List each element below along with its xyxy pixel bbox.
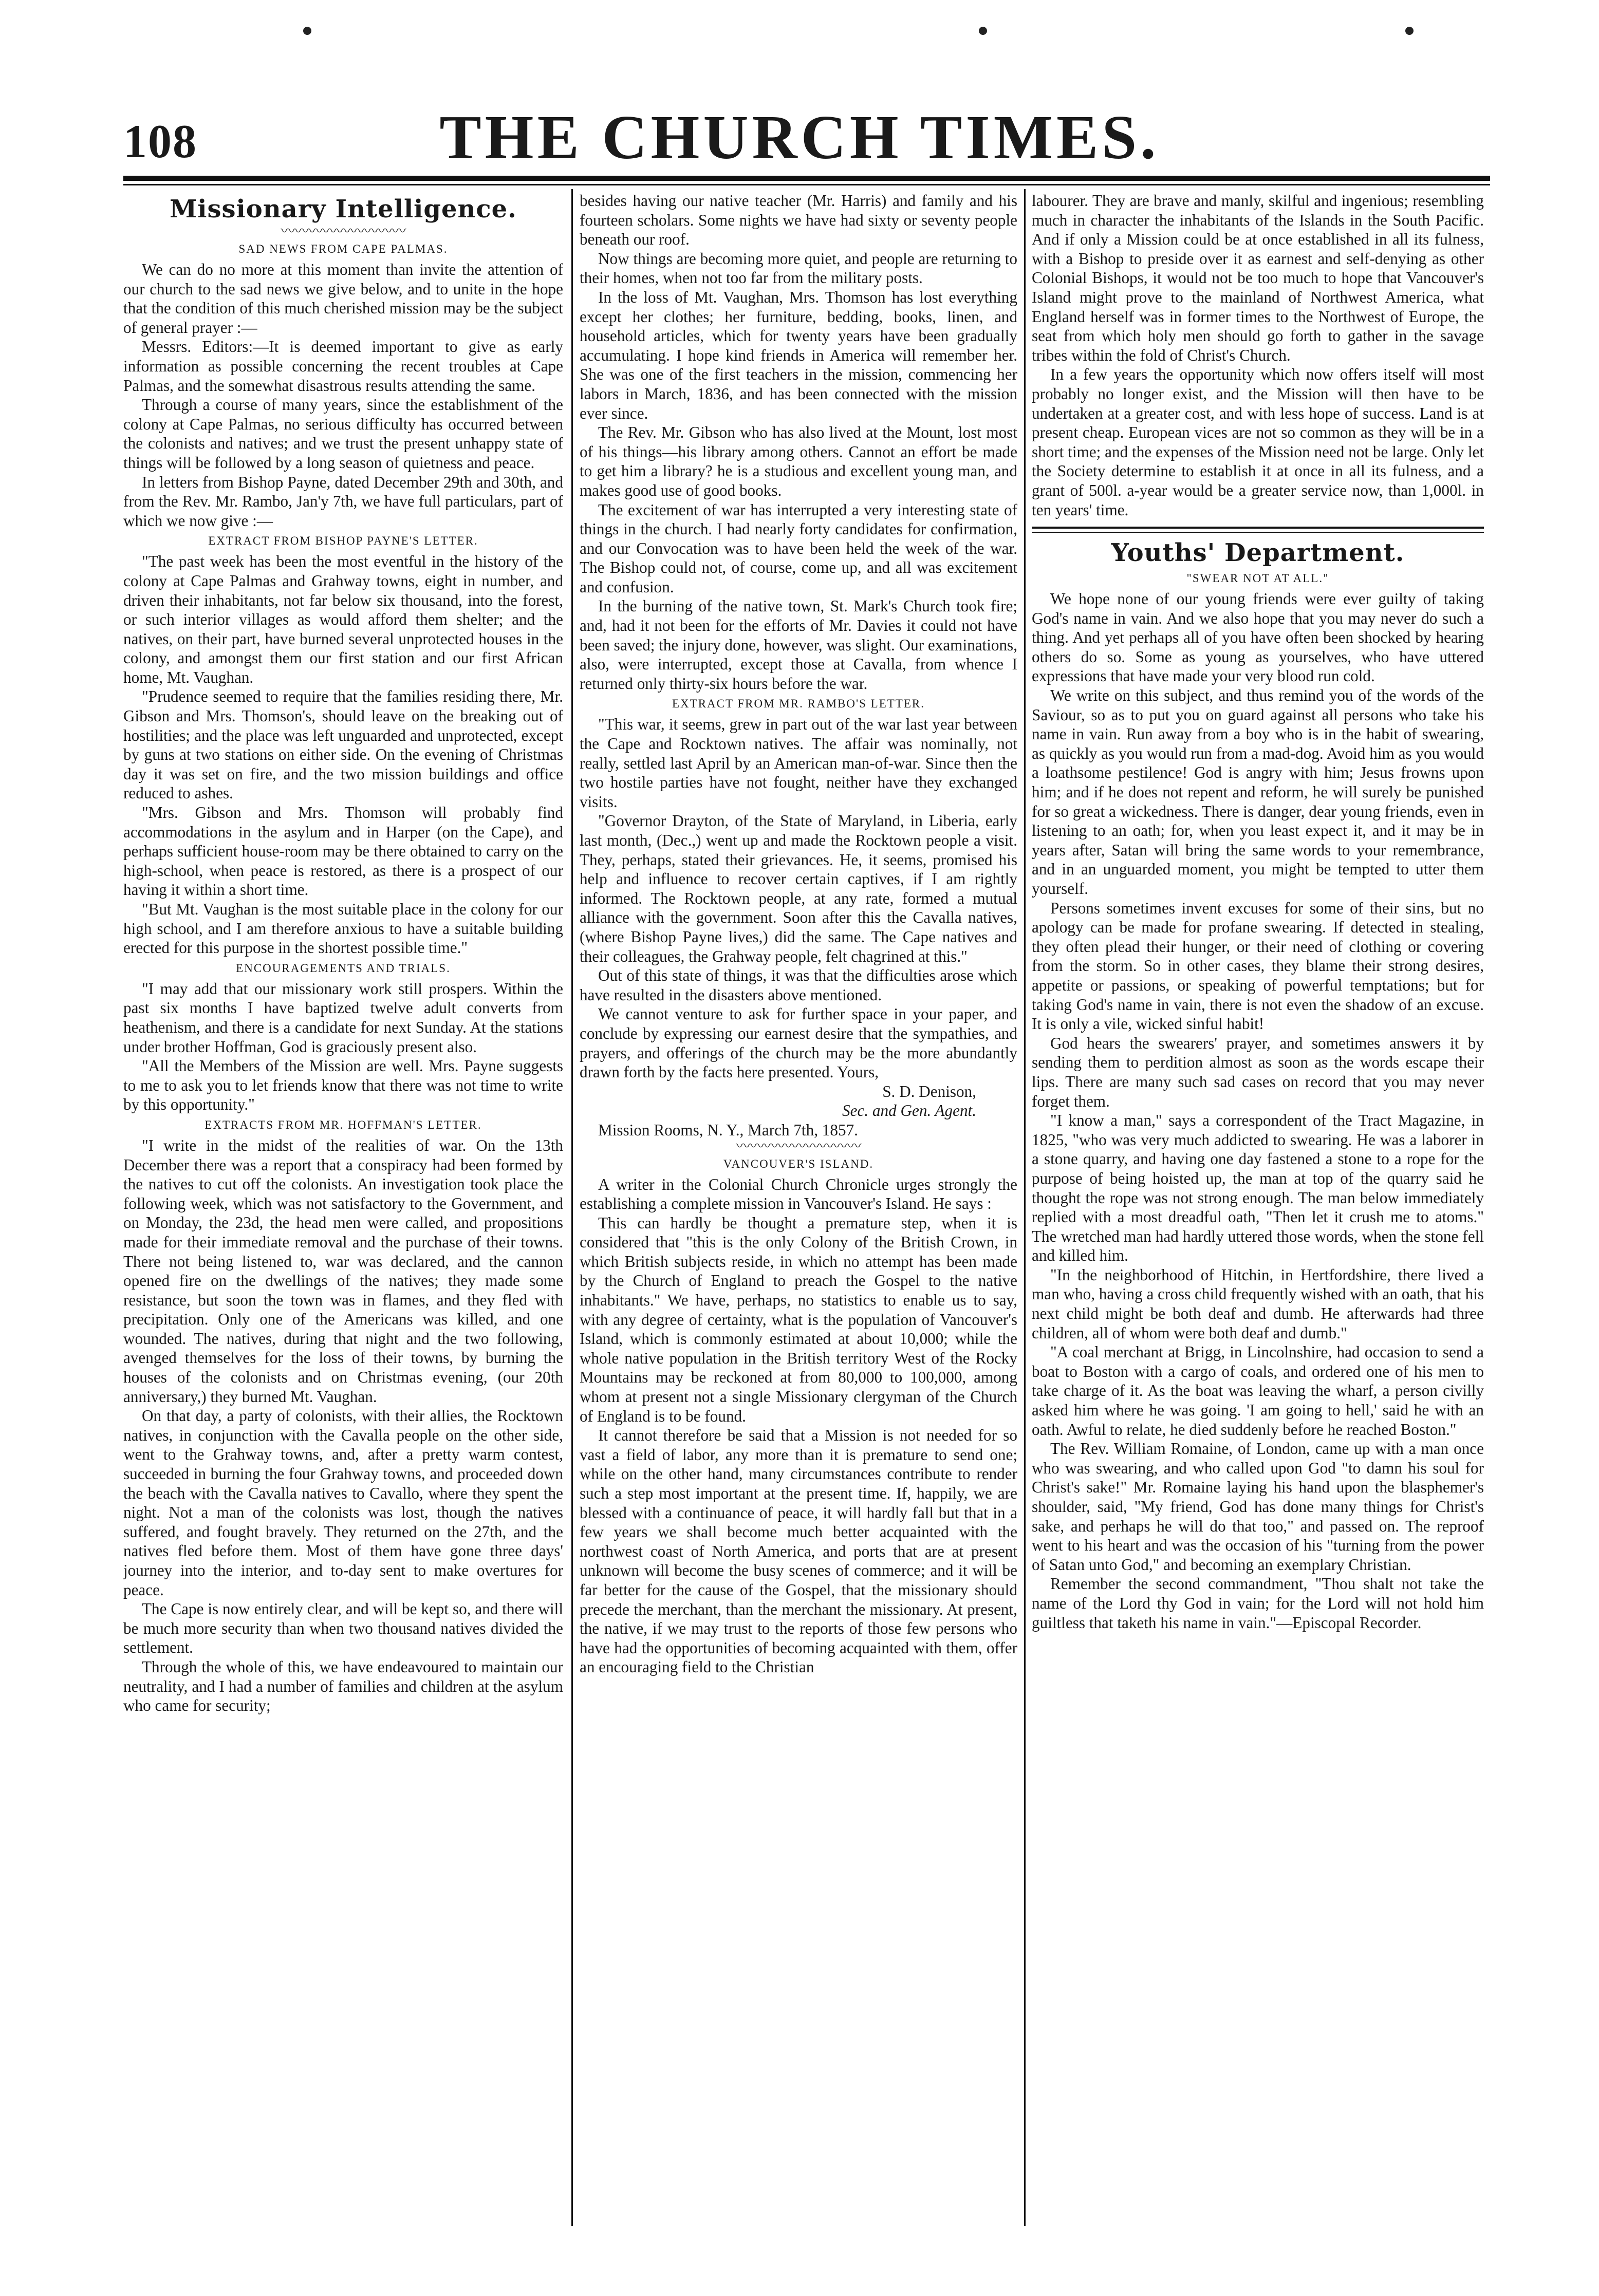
- masthead-title: THE CHURCH TIMES.: [439, 103, 1160, 172]
- article-subhead: "SWEAR NOT AT ALL.": [1186, 572, 1329, 585]
- paragraph: besides having our native teacher (Mr. Harris) and family and his fourteen scholars. Some nights we have had sixty or seventy people beneath our roof.: [580, 192, 1017, 249]
- paragraph: In letters from Bishop Payne, dated December 29th and 30th, and from the Rev. Mr. Rambo, Jan'y 7th, we have full particulars, part of which we now give :—: [123, 473, 563, 530]
- paragraph: "The past week has been the most eventful in the history of the colony at Cape Palmas and Grahway towns, eight in number, and driven their inhabitants, not far below six thousand, into the forest, or such interior villages as would afford them shelter; and the natives, on their part, have burned several unprotected houses in the colony, and amongst them our first station and our first African home, Mt. Vaughan.: [123, 552, 563, 686]
- paragraph: Out of this state of things, it was that the difficulties arose which have resulted in the disasters above mentioned.: [580, 966, 1017, 1004]
- paragraph: "Governor Drayton, of the State of Maryland, in Liberia, early last month, (Dec.,) went up and made the Rocktown people a visit. They, perhaps, stated their grievances. He, it seems, promised his help and influence to recover certain captives, if I am rightly informed. The Rocktown people, at any rate, formed a mutual alliance with the government. Soon after this the Cavalla natives, (where Bishop Payne lives,) did the same. The Cape natives and their colleagues, the Grahway people, felt chagrined at this.": [580, 812, 1017, 965]
- section-rule-thin: [1032, 532, 1484, 533]
- paragraph: It cannot therefore be said that a Mission is not needed for so vast a field of labor, any more than it is premature to send one; while on the other hand, many circumstances contribute to render such a step most important at the present time. If, happily, we are blessed with a continuance of peace, it will hardly fall but that in a few years we shall become much better acquainted with the northwest coast of North America, and ports that are at present unknown will become the busy scenes of commerce; and it will be far better for the cause of the Gospel, that the missionary should precede the merchant, than the merchant the missionary. At present, the native, if we may trust to the reports of those few persons who have had the opportunities of becoming acquainted with them, offer an encouraging field to the Christian: [580, 1426, 1017, 1676]
- paragraph: "This war, it seems, grew in part out of the war last year between the Cape and Rocktown natives. The affair was nominally, not really, settled last April by an American man-of-war. Since then the two hostile parties have not fought, neither have they exchanged visits.: [580, 715, 1017, 811]
- paragraph: "I write in the midst of the realities of war. On the 13th December there was a report that a conspiracy had been formed by the natives to cut off the colonists. An investigation took place the following week, which was not satisfactory to the Government, and on Monday, the 23d, the head men were called, and propositions made for their immediate removal and the purchase of their towns. There not being listened to, war was declared, and the cannon opened fire on the dwellings of the natives; they made some resistance, but soon the town was in flames, and they fled with precipitation. Only one of the Americans was killed, and one wounded. The natives, during that night and the two following, avenged themselves for the loss of their towns, by burning the houses of the colonists and on Christmas evening, (our 20th anniversary,) they burned Mt. Vaughan.: [123, 1136, 563, 1406]
- paragraph: In a few years the opportunity which now offers itself will most probably no longer exist, and the Mission will then have to be undertaken at a greater cost, and with less hope of success. Land is at present cheap. European vices are not so common as they will be in a short time; and the expenses of the Mission need not be large. Only let the Society determine to establish it at once in all its fulness, and a grant of 500l. a-year would be a greater service now, than 1,000l. in ten years' time.: [1032, 365, 1484, 519]
- signature-name: S. D. Denison,: [882, 1082, 976, 1100]
- paragraph: We hope none of our young friends were ever guilty of taking God's name in vain. And we also hope that you may never do such a thing. And yet perhaps all of you have often been shocked by hearing others do so. Some as young as yourselves, who have uttered expressions that have made your very blood run cold.: [1032, 590, 1484, 685]
- article-subhead: EXTRACT FROM BISHOP PAYNE'S LETTER.: [208, 534, 478, 548]
- signature-title: Sec. and Gen. Agent.: [842, 1102, 976, 1120]
- paragraph: We can do no more at this moment than invite the attention of our church to the sad news we give below, and to unite in the hope that the condition of this much cherished mission may be the subject of general prayer :—: [123, 260, 563, 337]
- ink-dot: [1405, 27, 1414, 35]
- paragraph: "Prudence seemed to require that the families residing there, Mr. Gibson and Mrs. Thomson's, should leave on the breaking out of hostilities; and the place was left unguarded and unprotected, except by guns at two stations on either side. On the evening of Christmas day it was set on fire, and the two mission buildings and office reduced to ashes.: [123, 687, 563, 802]
- paragraph: Messrs. Editors:—It is deemed important to give as early information as possible concerning the recent troubles at Cape Palmas, and the somewhat disastrous results attending the same.: [123, 338, 563, 395]
- paragraph: The Rev. Mr. Gibson who has also lived at the Mount, lost most of his things—his library among others. Cannot an effort be made to get him a library? he is a studious and excellent young man, and makes good use of good books.: [580, 423, 1017, 499]
- column-1: [123, 191, 563, 2231]
- paragraph: We cannot venture to ask for further space in your paper, and conclude by expressing our earnest desire that the sympathies, and prayers, and offerings of the church may be the more abundantly drawn forth by the facts here presented. Yours,: [580, 1005, 1017, 1081]
- column-3: [1032, 191, 1484, 2231]
- paragraph: In the burning of the native town, St. Mark's Church took fire; and, had it not been for the efforts of Mr. Davies it could not have been saved; the injury done, however, was slight. Our examinations, also, were interrupted, except those at Cavalla, from whence I returned only thirty-six hours before the war.: [580, 597, 1017, 693]
- column-2: [580, 191, 1017, 2231]
- paragraph: We write on this subject, and thus remind you of the words of the Saviour, so as to put you on guard against all persons who take his name in vain. Run away from a boy who is in the habit of swearing, as quickly as you would run from a mad-dog. Avoid him as you would a loathsome pestilence! God is angry with him; Jesus frowns upon him; and if he does not repent and reform, he will surely be punished for so great a wickedness. There is danger, dear young friends, even in listening to an oath; for, when you least expect it, and it may be in years after, Satan will bring the same words to your remembrance, and in an unguarded moment, you might be tempted to utter them yourself.: [1032, 686, 1484, 898]
- section-heading-youths: Youths' Department.: [1111, 538, 1405, 568]
- article-subhead: EXTRACTS FROM MR. HOFFMAN'S LETTER.: [204, 1118, 482, 1131]
- article-subhead: ENCOURAGEMENTS AND TRIALS.: [236, 961, 451, 975]
- paragraph: Remember the second commandment, "Thou shalt not take the name of the Lord thy God in vain; for the Lord will not hold him guiltless that taketh his name in vain."—Episcopal Recorder.: [1032, 1575, 1484, 1632]
- ornamental-rule: 〰〰〰〰〰〰〰〰〰: [736, 1138, 861, 1154]
- ink-dot: [303, 27, 311, 35]
- paragraph: "I may add that our missionary work still prospers. Within the past six months I have baptized twelve adult converts from heathenism, and there is a candidate for next Sunday. At the stations under brother Hoffman, God is graciously present also.: [123, 979, 563, 1056]
- dateline: Mission Rooms, N. Y., March 7th, 1857.: [598, 1121, 858, 1139]
- column-divider: [1024, 189, 1026, 2226]
- paragraph: Through the whole of this, we have endeavoured to maintain our neutrality, and I had a number of families and children at the asylum who came for security;: [123, 1657, 563, 1715]
- section-heading-missionary: Missionary Intelligence.: [170, 195, 517, 223]
- page-number: 108: [123, 115, 197, 167]
- paragraph: labourer. They are brave and manly, skilful and ingenious; resembling much in character the inhabitants of the Islands in the South Pacific. And if only a Mission could be at once established in all its fulness, with a Bishop to preside over it as earnest and self-denying as other Colonial Bishops, it would not be too much to hope that Vancouver's Island might prove to the mainland of Northwest America, what England herself was in former times to the Northwest of Europe, the seat from which holy men should go forth to gather in the savage tribes within the fold of Christ's Church.: [1032, 192, 1484, 364]
- paragraph: Now things are becoming more quiet, and people are returning to their homes, when not too far from the military posts.: [580, 249, 1017, 287]
- paragraph: "But Mt. Vaughan is the most suitable place in the colony for our high school, and I am therefore anxious to have a suitable building erected for this purpose in the shortest possible time.": [123, 900, 563, 957]
- column-divider: [571, 189, 573, 2226]
- paragraph: The Rev. William Romaine, of London, came up with a man once who was swearing, and who called upon God "to damn his soul for Christ's sake!" Mr. Romaine laying his hand upon the blasphemer's shoulder, said, "My friend, God has done many things for Christ's sake, and perhaps he will do that too," and passed on. The reproof went to his heart and was the occasion of his "turning from the power of Satan unto God," and becoming an exemplary Christian.: [1032, 1440, 1484, 1574]
- ornamental-rule: 〰〰〰〰〰〰〰〰〰: [281, 223, 406, 239]
- paragraph: "In the neighborhood of Hitchin, in Hertfordshire, there lived a man who, having a cross child frequently wished with an oath, that his next child might be both deaf and dumb. He afterwards had three children, all of whom were both deaf and dumb.": [1032, 1265, 1484, 1342]
- paragraph: "All the Members of the Mission are well. Mrs. Payne suggests to me to ask you to let friends know that there was not time to write by this opportunity.": [123, 1057, 563, 1114]
- paragraph: Persons sometimes invent excuses for some of their sins, but no apology can be made for profane swearing. If detected in stealing, they often plead their hunger, or their need of clothing or covering from the storm. So in other cases, they blame their strong desires, appetite or passions, or speaking of powerful temptations; but for taking God's name in vain, there is not even the shadow of an excuse. It is only a vile, wicked sinful habit!: [1032, 899, 1484, 1033]
- header-rule-thin: [123, 184, 1490, 185]
- paragraph: In the loss of Mt. Vaughan, Mrs. Thomson has lost everything except her clothes; her furniture, bedding, books, linen, and household articles, which for twenty years have been gradually accumulating. I hope kind friends in America will remember her. She was one of the first teachers in the mission, commencing her labors in March, 1836, and has been connected with the mission ever since.: [580, 288, 1017, 422]
- header-rule: [123, 176, 1490, 181]
- paragraph: "I know a man," says a correspondent of the Tract Magazine, in 1825, "who was very much addicted to swearing. He was a laborer in a stone quarry, and having one day fastened a stone to a rope for the purpose of being hoisted up, the man at top of the quarry said he thought the rope was not strong enough. The man below immediately replied with a most dreadful oath, "Then let it crush me to atoms." The wretched man had hardly uttered those words, when the stone fell and killed him.: [1032, 1111, 1484, 1265]
- ink-dot: [979, 27, 987, 35]
- paragraph: The Cape is now entirely clear, and will be kept so, and there will be much more security than when two thousand natives divided the settlement.: [123, 1600, 563, 1657]
- paragraph: On that day, a party of colonists, with their allies, the Rocktown natives, in conjunction with the Cavalla people on the other side, went to the Grahway towns, and, after a pretty warm contest, succeeded in burning the four Grahway towns, and proceeded down the beach with the Cavalla natives to Cavallo, where they spent the night. Not a man of the colonists was lost, though the natives suffered, and fought bravely. They returned on the 27th, and the natives fled before them. Most of them have gone three days' journey into the interior, and to-day sent to make overtures for peace.: [123, 1407, 563, 1599]
- paragraph: "A coal merchant at Brigg, in Lincolnshire, had occasion to send a boat to Boston with a cargo of coals, and ordered one of his men to take charge of it. As the boat was leaving the wharf, a person civilly asked him where he was going. 'I am going to hell,' said he with an oath. Awful to relate, he died suddenly before he reached Boston.": [1032, 1343, 1484, 1439]
- paragraph: "Mrs. Gibson and Mrs. Thomson will probably find accommodations in the asylum and in Harper (on the Cape), and perhaps sufficient house-room may be there obtained to carry on the high-school, when peace is restored, as there is a prospect of our having it within a short time.: [123, 804, 563, 899]
- section-rule: [1032, 527, 1484, 529]
- paragraph: The excitement of war has interrupted a very interesting state of things in the church. I had nearly forty candidates for confirmation, and our Convocation was to have been held the week of the war. The Bishop could not, of course, come up, and all was excitement and confusion.: [580, 500, 1017, 596]
- paragraph: Through a course of many years, since the establishment of the colony at Cape Palmas, no serious difficulty has occurred between the colonists and natives; and we trust the present unhappy state of things will be followed by a long season of quietness and peace.: [123, 396, 563, 472]
- article-subhead: VANCOUVER'S ISLAND.: [723, 1157, 874, 1170]
- paragraph: A writer in the Colonial Church Chronicle urges strongly the establishing a complete mission in Vancouver's Island. He says :: [580, 1175, 1017, 1213]
- paragraph: This can hardly be thought a premature step, when it is considered that "this is the only Colony of the British Crown, in which British subjects reside, in which no attempt has been made by the Church of England to preach the Gospel to the native inhabitants." We have, perhaps, no statistics to enable us to say, with any degree of certainty, what is the population of Vancouver's Island, which is commonly estimated at about 10,000; while the whole native population in the British territory West of the Rocky Mountains may be reckoned at from 80,000 to 100,000, among whom at present not a single Missionary clergyman of the Church of England is to be found.: [580, 1214, 1017, 1425]
- article-subhead: SAD NEWS FROM CAPE PALMAS.: [238, 242, 448, 255]
- article-subhead: EXTRACT FROM MR. RAMBO'S LETTER.: [672, 697, 925, 711]
- paragraph: God hears the swearers' prayer, and sometimes answers it by sending them to perdition almost as soon as the words escape their lips. There are many such sad cases on record that you may never forget them.: [1032, 1034, 1484, 1110]
